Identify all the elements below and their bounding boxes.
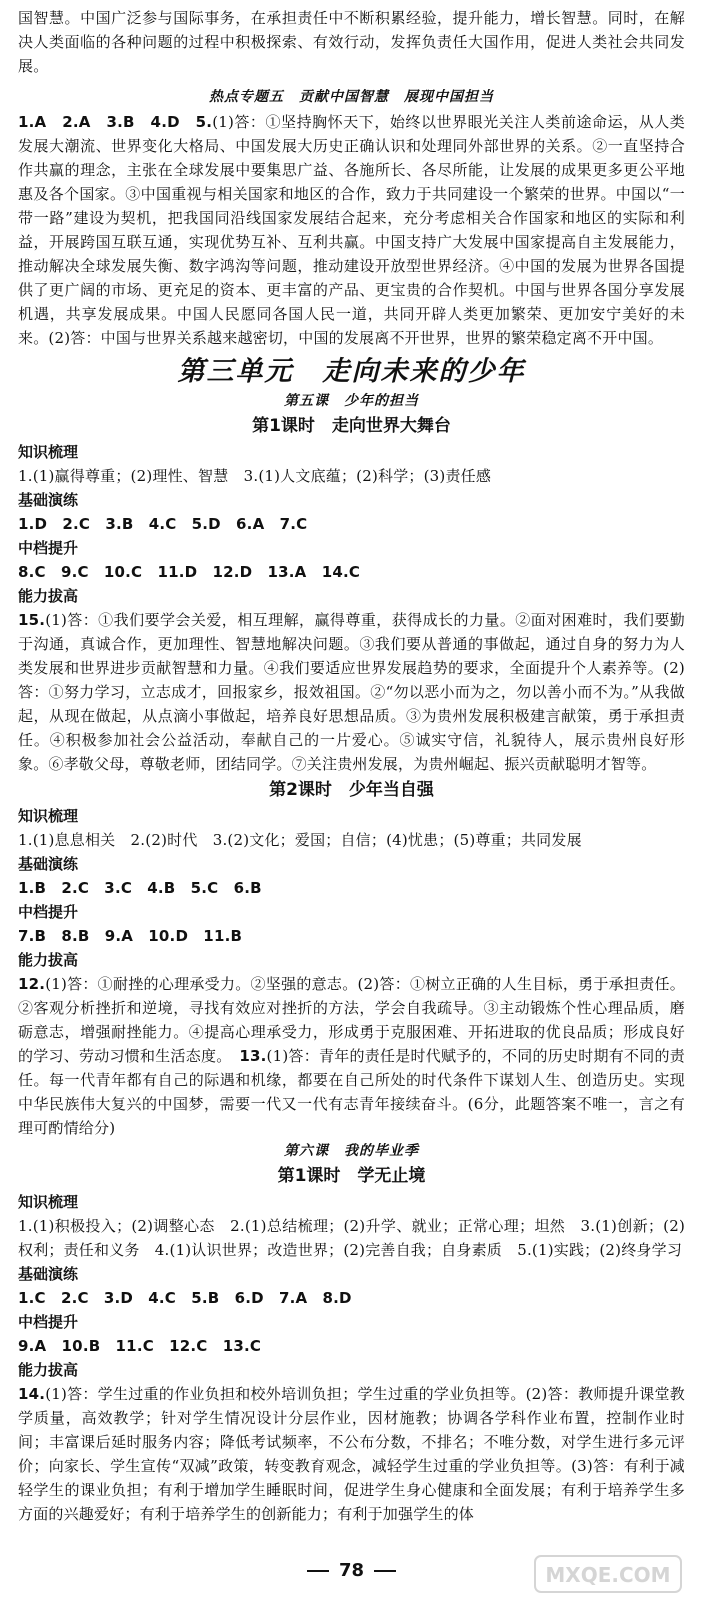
lesson5-period1-title: 第1课时 走向世界大舞台	[252, 416, 451, 436]
section-text: 1.B 2.C 3.C 4.B 5.C 6.B	[18, 879, 262, 897]
question-number: 14.	[18, 1385, 46, 1403]
lesson5-title: 第五课 少年的担当	[284, 393, 419, 409]
section-text: 1.(1)息息相关 2.(2)时代 3.(2)文化；爱国；自信；(4)忧患；(5)尊重；共同发展	[18, 831, 582, 849]
section-label: 知识梳理	[18, 1193, 79, 1211]
lesson5-period2-title: 第2课时 少年当自强	[269, 780, 434, 800]
lesson6-title: 第六课 我的毕业季	[284, 1143, 419, 1159]
section-text	[18, 608, 685, 776]
answer-text: (1)答：①我们要学会关爱，相互理解，赢得尊重，获得成长的力量。②面对困难时，我们要勤于沟通，真诚合作，更加理性、智慧地解决问题。③我们要从普通的事做起，通过自身的努力为人类发展和世界进步贡献智慧和力量。④我们要适应世界发展趋势的要求，全面提升个人素养等。(2)答：①努力学习，立志成才，回报家乡，报效祖国。②“勿以恶小而为之，勿以善小而不为。”从我做起，从现在做起，从点滴小事做起，培养良好思想品质。③为贵州发展积极建言献策，勇于承担责任。④积极参加社会公益活动，奉献自己的一片爱心。⑤诚实守信，礼貌待人，展示贵州良好形象。⑥孝敬父母，尊敬老师，团结同学。⑦关注贵州发展，为贵州崛起、振兴贡献聪明才智等。	[18, 611, 685, 773]
section-label: 能力拔高	[18, 1361, 79, 1379]
section-text: 7.B 8.B 9.A 10.D 11.B	[18, 927, 243, 945]
page-number-dash	[307, 1570, 329, 1572]
question-number: 12.	[18, 975, 46, 993]
special-topic-title: 热点专题五 贡献中国智慧 展现中国担当	[209, 89, 494, 105]
intro-paragraph: 国智慧。中国广泛参与国际事务，在承担责任中不断积累经验，提升能力，增长智慧。同时，在解决人类面临的各种问题的过程中积极探索、有效行动，发挥负责任大国作用，促进人类社会共同发展。	[18, 9, 685, 75]
question-number: 15.	[18, 611, 46, 629]
section-text: 1.D 2.C 3.B 4.C 5.D 6.A 7.C	[18, 515, 308, 533]
section-text: 8.C 9.C 10.C 11.D 12.D 13.A 14.C	[18, 563, 361, 581]
section-label: 基础演练	[18, 491, 79, 509]
section-text: 1.(1)赢得尊重；(2)理性、智慧 3.(1)人文底蕴；(2)科学；(3)责任感	[18, 467, 492, 485]
section-label: 中档提升	[18, 539, 79, 557]
section-text: 9.A 10.B 11.C 12.C 13.C	[18, 1337, 262, 1355]
section-label: 中档提升	[18, 903, 79, 921]
special-topic-answer	[18, 110, 685, 350]
section-label: 中档提升	[18, 1313, 79, 1331]
question-number: 13.	[239, 1047, 267, 1065]
section-text: 1.(1)积极投入；(2)调整心态 2.(1)总结梳理；(2)升学、就业；正常心理；坦然 3.(1)创新；(2)权利；责任和义务 4.(1)认识世界；改造世界；(2)完善自我；自身素质 5.(1)实践；(2)终身学习	[18, 1217, 685, 1259]
page-number-value: 78	[338, 1560, 365, 1581]
answer-text: (1)答：①耐挫的心理承受力。②坚强的意志。(2)答：①树立正确的人生目标，勇于承担责任。②客观分析挫折和逆境，寻找有效应对挫折的方法，学会自我疏导。③主动锻炼个性心理品质，磨砺意志，增强耐挫能力。④提高心理承受力，形成勇于克服困难、开拓进取的优良品质；形成良好的学习、劳动习惯和生活态度。	[18, 975, 685, 1065]
answer-text: (1)答：学生过重的作业负担和校外培训负担；学生过重的学业负担等。(2)答：教师提升课堂教学质量，高效教学；针对学生情况设计分层作业，因材施教；协调各学科作业布置，控制作业时间；丰富课后延时服务内容；降低考试频率，不公布分数，不排名；不唯分数，对学生进行多元评价；向家长、学生宣传“双减”政策，转变教育观念，减轻学生过重的学业负担等。(3)答：有利于减轻学生的课业负担；有利于增加学生睡眠时间，促进学生身心健康和全面发展；有利于培养学生多方面的兴趣爱好；有利于培养学生的创新能力；有利于加强学生的体	[18, 1385, 685, 1523]
answer-page	[18, 6, 685, 1526]
watermark-text: MXQE.COM	[545, 1563, 671, 1587]
page-number-dash	[374, 1570, 396, 1572]
special-answer-text: (1)答：①坚持胸怀天下，始终以世界眼光关注人类前途命运，从人类发展大潮流、世界变化大格局、中国发展大历史正确认识和处理同外部世界的关系。②一直坚持合作共赢的理念，主张在全球发展中要集思广益、各施所长、各尽所能，让发展的成果更多更公平地惠及各个国家。③中国重视与相关国家和地区的合作，致力于共同建设一个繁荣的世界。中国以“一带一路”建设为契机，把我国同沿线国家发展结合起来，充分考虑相关合作国家和地区的实际和利益，开展跨国互联互通，实现优势互补、互利共赢。中国支持广大发展中国家提高自主发展能力，推动解决全球发展失衡、数字鸿沟等问题，推动建设开放型世界经济。④中国的发展为世界各国提供了更广阔的市场、更充足的资本、更丰富的产品、更宝贵的合作契机。中国与世界各国分享发展机遇，共享发展成果。中国人民愿同各国人民一道，共同开辟人类更加繁荣、更加安宁美好的未来。(2)答：中国与世界关系越来越密切，中国的发展离不开世界，世界的繁荣稳定离不开中国。	[18, 113, 685, 347]
section-label: 知识梳理	[18, 807, 79, 825]
section-label: 能力拔高	[18, 951, 79, 969]
section-text	[18, 972, 685, 1140]
unit-title: 第三单元 走向未来的少年	[177, 356, 526, 387]
special-mc-answers: 1.A 2.A 3.B 4.D 5.	[18, 113, 213, 131]
section-label: 基础演练	[18, 855, 79, 873]
section-label: 能力拔高	[18, 587, 79, 605]
lesson6-period1-title: 第1课时 学无止境	[277, 1166, 426, 1186]
answer-text: (1)答：青年的责任是时代赋予的，不同的历史时期有不同的责任。每一代青年都有自己的际遇和机缘，都要在自己所处的时代条件下谋划人生、创造历史。实现中华民族伟大复兴的中国梦，需要一代又一代有志青年接续奋斗。(6分，此题答案不唯一，言之有理可酌情给分)	[18, 1047, 685, 1137]
section-label: 知识梳理	[18, 443, 79, 461]
watermark-logo-icon	[533, 1552, 683, 1596]
section-text	[18, 1382, 685, 1526]
section-text: 1.C 2.C 3.D 4.C 5.B 6.D 7.A 8.D	[18, 1289, 352, 1307]
section-label: 基础演练	[18, 1265, 79, 1283]
